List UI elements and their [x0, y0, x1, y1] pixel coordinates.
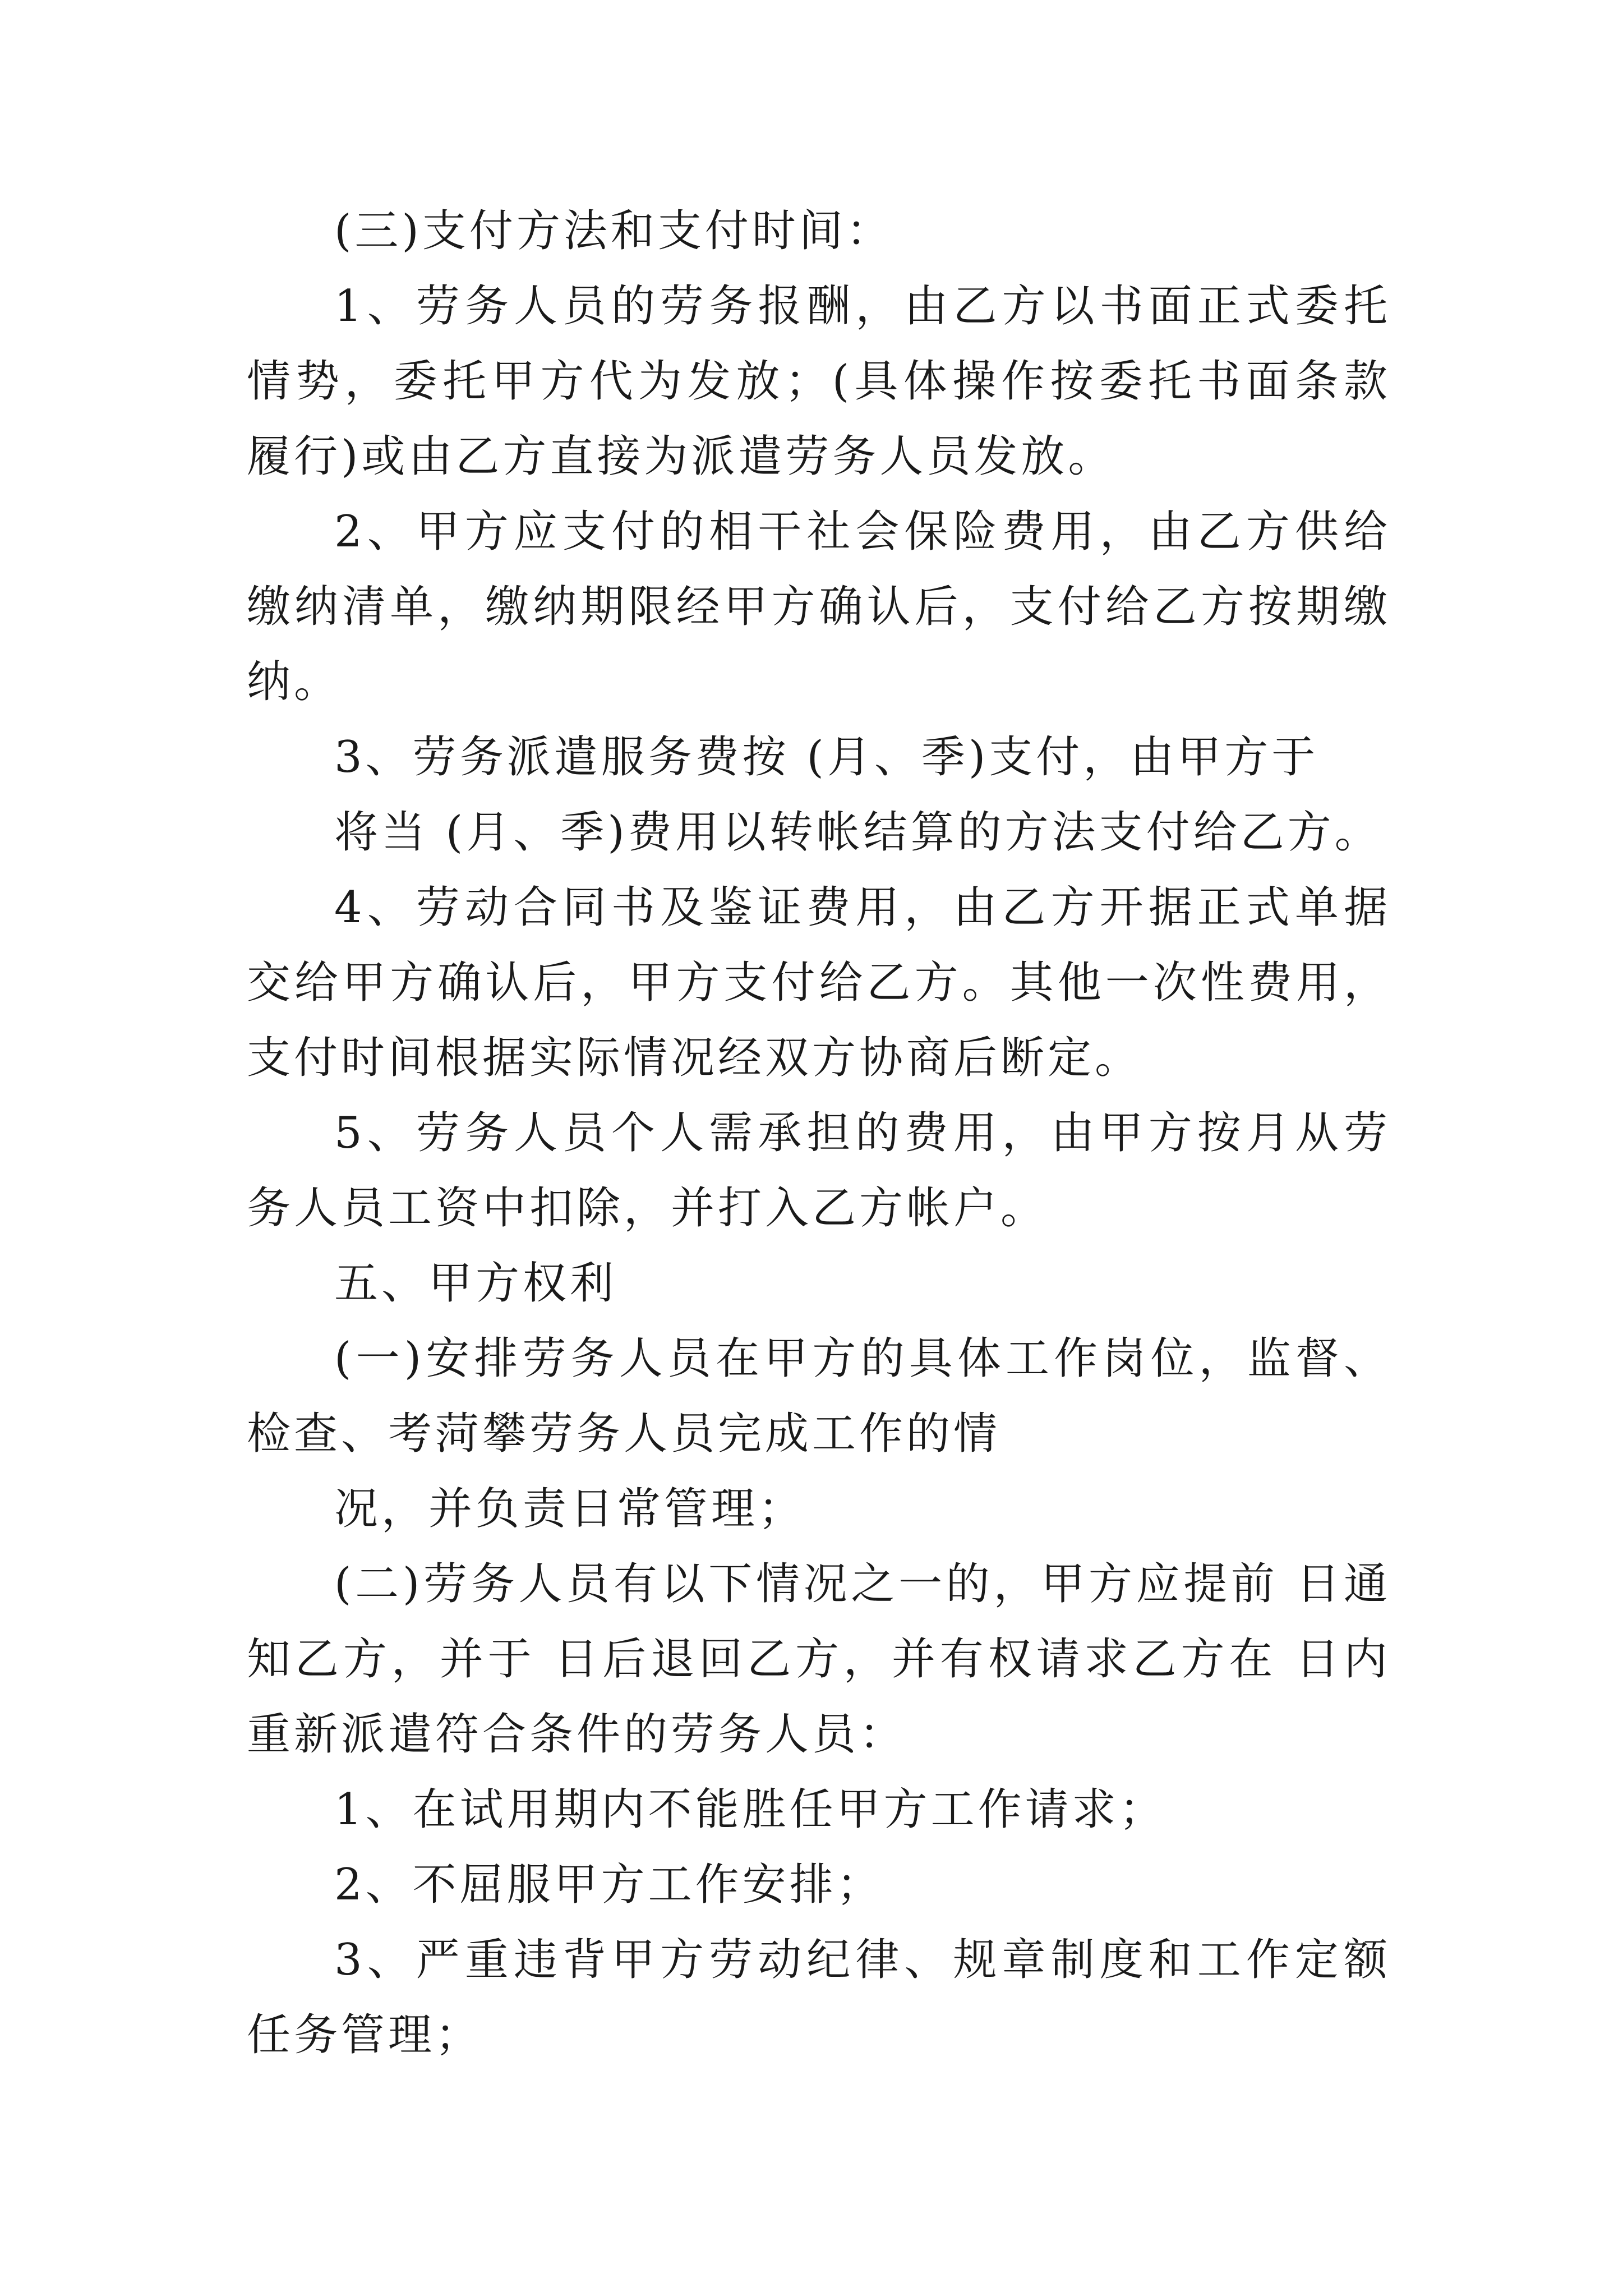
document-body [247, 194, 1391, 2073]
paragraph-payment-1: 1、劳务人员的劳务报酬，由乙方以书面正式委托情势，委托甲方代为发放；(具体操作按委托书面条款履行)或由乙方直接为派遣劳务人员发放。 [247, 281, 1391, 482]
paragraph-payment-5: 5、劳务人员个人需承担的费用，由甲方按月从劳务人员工资中扣除，并打入乙方帐户。 [247, 1108, 1391, 1234]
paragraph-payment-4: 4、劳动合同书及鉴证费用，由乙方开据正式单据交给甲方确认后，甲方支付给乙方。其他一次性费用，支付时间根据实际情况经双方协商后断定。 [247, 882, 1391, 1083]
list-item-1: 1、在试用期内不能胜任甲方工作请求； [334, 1784, 1166, 1835]
paragraph-payment-2: 2、甲方应支付的相干社会保险费用，由乙方供给缴纳清单，缴纳期限经甲方确认后，支付给乙方按期缴纳。 [247, 507, 1391, 707]
paragraph-rights-2: (二)劳务人员有以下情况之一的，甲方应提前 日通知乙方，并于 日后退回乙方，并有权请求乙方在 日内重新派遣符合条件的劳务人员： [247, 1559, 1391, 1760]
paragraph-rights-1-cont: 况，并负责日常管理； [334, 1484, 806, 1534]
list-item-2: 2、不屈服甲方工作安排； [334, 1860, 884, 1910]
paragraph-rights-1: (一)安排劳务人员在甲方的具体工作岗位，监督、检查、考菏攀劳务人员完成工作的情 [247, 1333, 1391, 1459]
section-heading-payment: (三)支付方法和支付时间： [334, 206, 893, 256]
list-item-3: 3、严重违背甲方劳动纪律、规章制度和工作定额任务管理； [247, 1935, 1391, 2060]
paragraph-payment-3: 3、劳务派遣服务费按 (月、季)支付，由甲方于 [334, 732, 1319, 783]
paragraph-payment-3-cont: 将当 (月、季)费用以转帐结算的方法支付给乙方。 [334, 807, 1382, 858]
section-heading-rights: 五、甲方权利 [334, 1258, 617, 1309]
